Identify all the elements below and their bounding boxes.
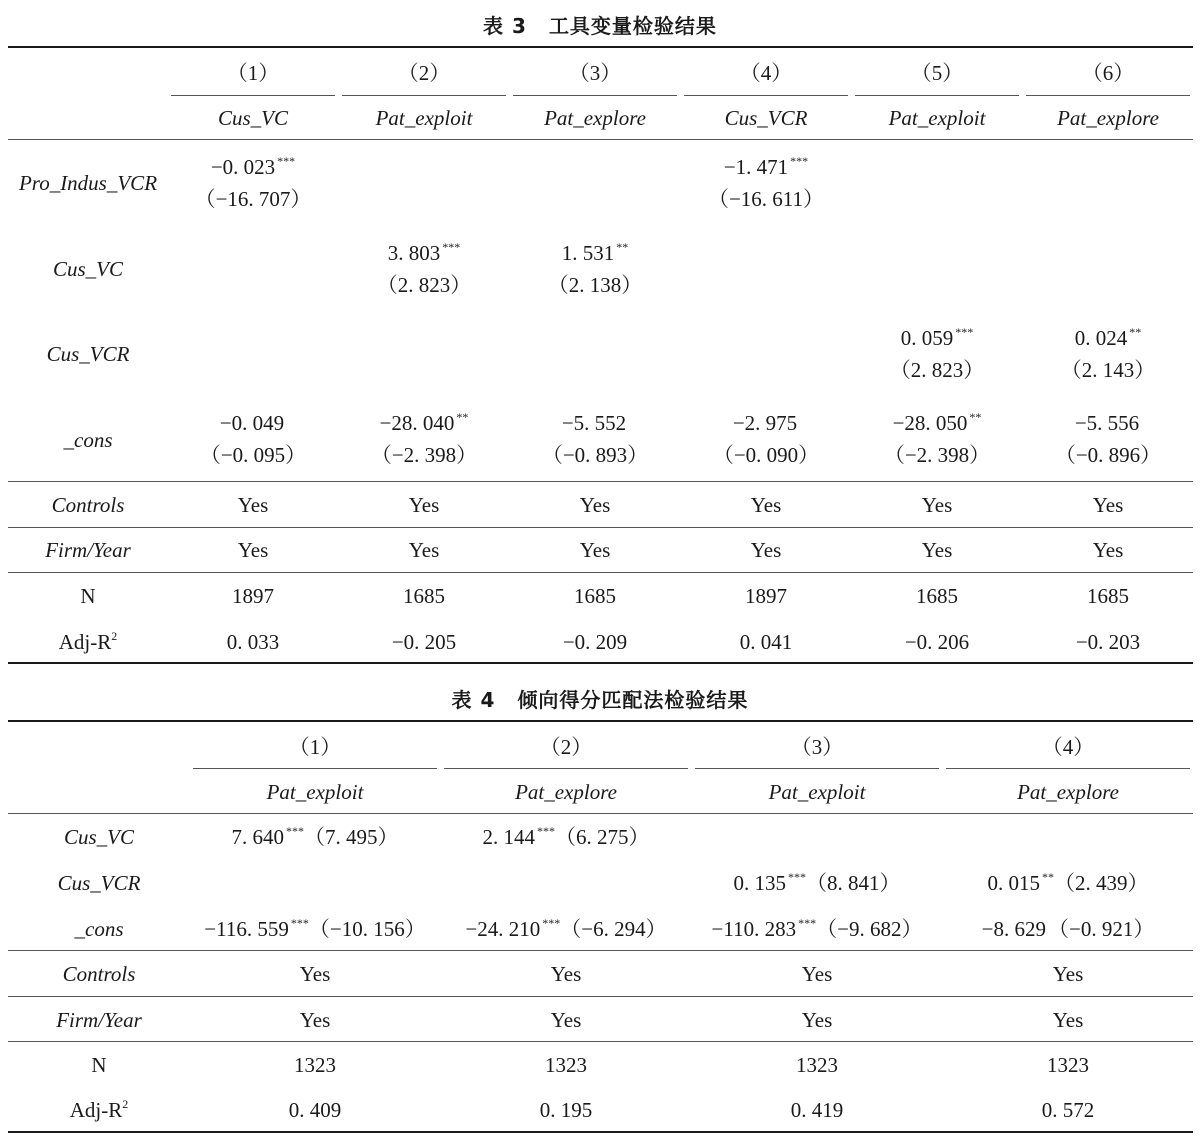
superscript: 2	[111, 629, 118, 643]
t-statistic: （−0. 090）	[712, 443, 820, 467]
controls-row-value: Yes	[801, 962, 833, 986]
coef-cell	[339, 410, 509, 436]
coef-value: −110. 283	[711, 917, 797, 941]
row-label: Cus_VC	[63, 825, 134, 849]
coef-cell	[692, 870, 942, 896]
coef-cell	[681, 325, 851, 351]
adj-r2-row-value: −0. 203	[1075, 630, 1141, 654]
t-statistic: （6. 275）	[555, 825, 650, 849]
coef-cell	[852, 410, 1022, 436]
column-variable: Pat_explore	[544, 106, 646, 130]
significance-stars: ***	[788, 870, 806, 884]
coef-cell	[1023, 240, 1193, 266]
t-statistic: （−0. 921）	[1048, 917, 1155, 941]
t-statistic	[339, 357, 509, 383]
t-statistic: （−0. 095）	[199, 443, 307, 467]
column-variable: Pat_explore	[515, 780, 617, 804]
firm-year-row-value: Yes	[579, 538, 611, 562]
table3-top-rule	[8, 46, 1193, 48]
t-statistic: （−0. 896）	[1054, 443, 1162, 467]
n-row-value: 1323	[1047, 1053, 1089, 1077]
n-row-value: 1323	[796, 1053, 838, 1077]
coef-cell	[168, 240, 338, 266]
adj-r2-row-value: −0. 205	[391, 630, 457, 654]
t-statistic: （−0. 893）	[541, 443, 649, 467]
controls-row-value: Yes	[750, 493, 782, 517]
column-number: （1）	[288, 735, 342, 759]
coef-cell	[190, 870, 440, 896]
t-statistic: （−2. 398）	[370, 443, 478, 467]
table4-rule-firmyear	[8, 996, 1193, 997]
column-underline	[444, 768, 688, 769]
table3-caption	[0, 10, 1200, 39]
coef-cell	[1023, 325, 1193, 351]
t-statistic	[852, 186, 1022, 212]
table3-caption-title: 工具变量检验结果	[548, 14, 717, 38]
firm-year-row-value: Yes	[921, 538, 953, 562]
adj-r2-row-value: 0. 419	[790, 1098, 844, 1122]
column-variable: Pat_exploit	[375, 106, 473, 130]
firm-year-row-value: Yes	[550, 1008, 582, 1032]
coef-cell	[943, 870, 1193, 896]
column-underline	[855, 95, 1019, 96]
t-statistic	[681, 357, 851, 383]
coef-value: −0. 023	[210, 155, 276, 179]
coef-cell	[441, 824, 691, 850]
column-variable: Pat_explore	[1057, 106, 1159, 130]
firm-year-row-label	[8, 537, 168, 563]
table4-caption-title: 倾向得分匹配法检验结果	[517, 688, 749, 712]
t-statistic: （−9. 682）	[816, 917, 923, 941]
firm-year-row-value: Yes	[299, 1008, 331, 1032]
n-row-value: 1897	[745, 584, 787, 608]
table3-rule-firmyear	[8, 527, 1193, 528]
controls-row-value: Yes	[299, 962, 331, 986]
row-label-text: N	[80, 584, 96, 608]
controls-row-value: Yes	[550, 962, 582, 986]
coef-value: 0. 015	[987, 871, 1040, 895]
table3-rule-n	[8, 572, 1193, 573]
coef-value: 0. 059	[900, 326, 954, 350]
row-label: _cons	[63, 428, 113, 452]
coef-cell	[852, 240, 1022, 266]
coef-value: −5. 556	[1074, 411, 1140, 435]
n-row-label	[8, 1052, 190, 1078]
coef-value: −24. 210	[465, 917, 541, 941]
t-statistic: （−16. 707）	[194, 187, 312, 211]
significance-stars: **	[456, 410, 469, 424]
coef-cell	[1023, 410, 1193, 436]
coef-cell	[852, 325, 1022, 351]
t-statistic: （2. 138）	[547, 273, 643, 297]
firm-year-row-value: Yes	[237, 538, 269, 562]
coef-value: −2. 975	[732, 411, 798, 435]
coef-value: −1. 471	[723, 155, 789, 179]
row-label-text: Firm/Year	[56, 1008, 142, 1032]
column-number: （3）	[790, 735, 844, 759]
coef-value: 1. 531	[561, 241, 615, 265]
t-statistic	[852, 272, 1022, 298]
coef-cell	[692, 824, 942, 850]
controls-row-value: Yes	[579, 493, 611, 517]
column-variable: Pat_exploit	[266, 780, 364, 804]
column-underline	[684, 95, 848, 96]
coef-value: −28. 050	[892, 411, 968, 435]
table4-bottom-rule	[8, 1131, 1193, 1133]
firm-year-row-value: Yes	[801, 1008, 833, 1032]
significance-stars: ***	[798, 916, 817, 930]
row-label-text: Controls	[62, 962, 136, 986]
coef-cell	[692, 916, 942, 942]
coef-value: −8. 629	[981, 917, 1046, 941]
coef-cell	[943, 916, 1193, 942]
n-row-value: 1685	[916, 584, 958, 608]
row-label-text: Adj-R	[58, 630, 112, 654]
coef-cell	[681, 154, 851, 180]
coef-value: −116. 559	[204, 917, 289, 941]
t-statistic: （7. 495）	[304, 825, 399, 849]
coef-cell	[441, 870, 691, 896]
column-number: （2）	[397, 61, 451, 85]
t-statistic	[510, 186, 680, 212]
firm-year-row-value: Yes	[750, 538, 782, 562]
t-statistic	[1023, 272, 1193, 298]
n-row-value: 1685	[1087, 584, 1129, 608]
table3-bottom-rule	[8, 662, 1193, 664]
significance-stars: ***	[537, 824, 555, 838]
column-number: （6）	[1081, 61, 1135, 85]
column-variable: Cus_VCR	[724, 106, 808, 130]
row-label: Cus_VC	[52, 257, 123, 281]
controls-row-value: Yes	[1092, 493, 1124, 517]
column-underline	[946, 768, 1190, 769]
row-label-text: Controls	[51, 493, 125, 517]
n-row-label	[8, 583, 168, 609]
column-underline	[171, 95, 335, 96]
coef-cell	[943, 824, 1193, 850]
significance-stars: ***	[955, 325, 974, 339]
controls-row-value: Yes	[921, 493, 953, 517]
table3-rule-controls	[8, 481, 1193, 482]
row-label-text: Firm/Year	[45, 538, 131, 562]
coef-cell	[852, 154, 1022, 180]
t-statistic	[168, 272, 338, 298]
firm-year-row-value: Yes	[1092, 538, 1124, 562]
significance-stars: **	[1129, 325, 1142, 339]
coef-cell	[681, 410, 851, 436]
significance-stars: ***	[542, 916, 561, 930]
coef-cell	[339, 154, 509, 180]
table3-caption-number: 表 3	[483, 14, 527, 38]
firm-year-row-value: Yes	[1052, 1008, 1084, 1032]
row-label: Cus_VCR	[57, 871, 141, 895]
significance-stars: **	[1042, 870, 1054, 884]
column-number: （1）	[226, 61, 280, 85]
significance-stars: ***	[442, 240, 461, 254]
column-number: （2）	[539, 735, 593, 759]
t-statistic: （2. 823）	[376, 273, 472, 297]
row-label: _cons	[74, 917, 124, 941]
adj-r2-row-value: 0. 572	[1041, 1098, 1095, 1122]
coef-value: 7. 640	[231, 825, 284, 849]
adj-r2-row-value: 0. 041	[739, 630, 793, 654]
column-number: （4）	[1041, 735, 1095, 759]
adj-r2-row-label	[8, 1097, 190, 1123]
column-underline	[695, 768, 939, 769]
significance-stars: ***	[277, 154, 296, 168]
coef-cell	[510, 154, 680, 180]
significance-stars: ***	[790, 154, 809, 168]
coef-cell	[681, 240, 851, 266]
controls-row-value: Yes	[1052, 962, 1084, 986]
table4-caption	[0, 684, 1200, 713]
coef-cell	[190, 916, 440, 942]
significance-stars: ***	[286, 824, 304, 838]
t-statistic: （2. 823）	[889, 358, 985, 382]
t-statistic: （−10. 156）	[308, 917, 426, 941]
firm-year-row-value: Yes	[408, 538, 440, 562]
coef-value: 0. 024	[1074, 326, 1128, 350]
column-underline	[193, 768, 437, 769]
t-statistic: （2. 143）	[1060, 358, 1156, 382]
coef-cell	[510, 410, 680, 436]
coef-cell	[441, 916, 691, 942]
column-underline	[513, 95, 677, 96]
significance-stars: **	[616, 240, 629, 254]
n-row-value: 1685	[403, 584, 445, 608]
column-underline	[342, 95, 506, 96]
coef-value: 0. 135	[733, 871, 786, 895]
coef-cell	[168, 410, 338, 436]
significance-stars: ***	[290, 916, 309, 930]
column-number: （3）	[568, 61, 622, 85]
table4-header-rule	[8, 813, 1193, 814]
significance-stars: **	[969, 410, 982, 424]
n-row-value: 1323	[294, 1053, 336, 1077]
column-variable: Pat_exploit	[888, 106, 986, 130]
table4-rule-controls	[8, 950, 1193, 951]
coef-cell	[339, 325, 509, 351]
adj-r2-row-label	[8, 629, 168, 655]
column-number: （5）	[910, 61, 964, 85]
coef-value: 2. 144	[482, 825, 535, 849]
superscript: 2	[122, 1097, 129, 1111]
t-statistic: （−2. 398）	[883, 443, 991, 467]
table3-header-rule	[8, 139, 1193, 140]
coef-cell	[510, 325, 680, 351]
coef-value: −28. 040	[379, 411, 455, 435]
t-statistic: （8. 841）	[806, 871, 901, 895]
column-variable: Pat_explore	[1017, 780, 1119, 804]
n-row-value: 1685	[574, 584, 616, 608]
t-statistic	[168, 357, 338, 383]
row-label: Cus_VCR	[46, 342, 130, 366]
firm-year-row-label	[8, 1007, 190, 1033]
coef-value: 3. 803	[387, 241, 441, 265]
t-statistic	[681, 272, 851, 298]
coef-cell	[339, 240, 509, 266]
column-number: （4）	[739, 61, 793, 85]
t-statistic	[1023, 186, 1193, 212]
coef-cell	[168, 325, 338, 351]
coef-value: −5. 552	[561, 411, 627, 435]
row-label: Pro_Indus_VCR	[18, 171, 158, 195]
column-underline	[1026, 95, 1190, 96]
column-variable: Cus_VC	[217, 106, 288, 130]
controls-row-label	[8, 961, 190, 987]
t-statistic: （−16. 611）	[707, 187, 825, 211]
coef-cell	[1023, 154, 1193, 180]
coef-value: −0. 049	[219, 411, 285, 435]
coef-cell	[510, 240, 680, 266]
n-row-value: 1323	[545, 1053, 587, 1077]
controls-row-value: Yes	[408, 493, 440, 517]
coef-cell	[190, 824, 440, 850]
adj-r2-row-value: −0. 209	[562, 630, 628, 654]
n-row-value: 1897	[232, 584, 274, 608]
t-statistic	[510, 357, 680, 383]
table4-caption-number: 表 4	[451, 688, 496, 712]
t-statistic	[339, 186, 509, 212]
adj-r2-row-value: 0. 409	[288, 1098, 342, 1122]
controls-row-label	[8, 492, 168, 518]
t-statistic: （2. 439）	[1054, 871, 1149, 895]
table4-rule-n	[8, 1041, 1193, 1042]
adj-r2-row-value: 0. 195	[539, 1098, 593, 1122]
table4-top-rule	[8, 720, 1193, 722]
adj-r2-row-value: −0. 206	[904, 630, 970, 654]
row-label-text: N	[91, 1053, 107, 1077]
row-label-text: Adj-R	[69, 1098, 123, 1122]
t-statistic: （−6. 294）	[560, 917, 667, 941]
coef-cell	[168, 154, 338, 180]
column-variable: Pat_exploit	[768, 780, 866, 804]
adj-r2-row-value: 0. 033	[226, 630, 280, 654]
controls-row-value: Yes	[237, 493, 269, 517]
